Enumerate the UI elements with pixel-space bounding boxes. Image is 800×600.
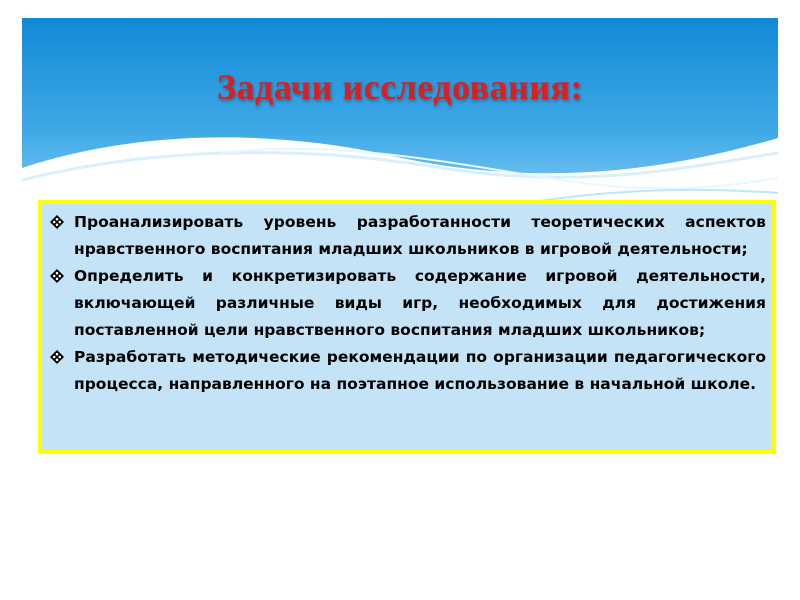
task-item <box>48 263 766 344</box>
tasks-box <box>38 200 776 454</box>
diamond-dots-bullet-icon <box>50 269 64 283</box>
diamond-dots-bullet-icon <box>50 350 64 364</box>
header-wave-graphic <box>22 18 778 223</box>
task-item <box>48 209 766 263</box>
slide-title: Задачи исследования: <box>217 67 583 107</box>
header-sky-background <box>22 18 778 223</box>
task-text: Разработать методические рекомендации по организации педагогического процесса, направленного на поэтапное использование в начальной школе. <box>74 348 766 393</box>
diamond-dots-bullet-icon <box>50 215 64 229</box>
task-item <box>48 344 766 398</box>
task-text: Проанализировать уровень разработанности теоретических аспектов нравственного воспитания младших школьников в игровой деятельности; <box>74 213 766 258</box>
tasks-list <box>48 209 766 398</box>
task-text: Определить и конкретизировать содержание игровой деятельности, включающей различные виды игр, необходимых для достижения поставленной цели нравственного воспитания младших школьников; <box>74 267 766 339</box>
